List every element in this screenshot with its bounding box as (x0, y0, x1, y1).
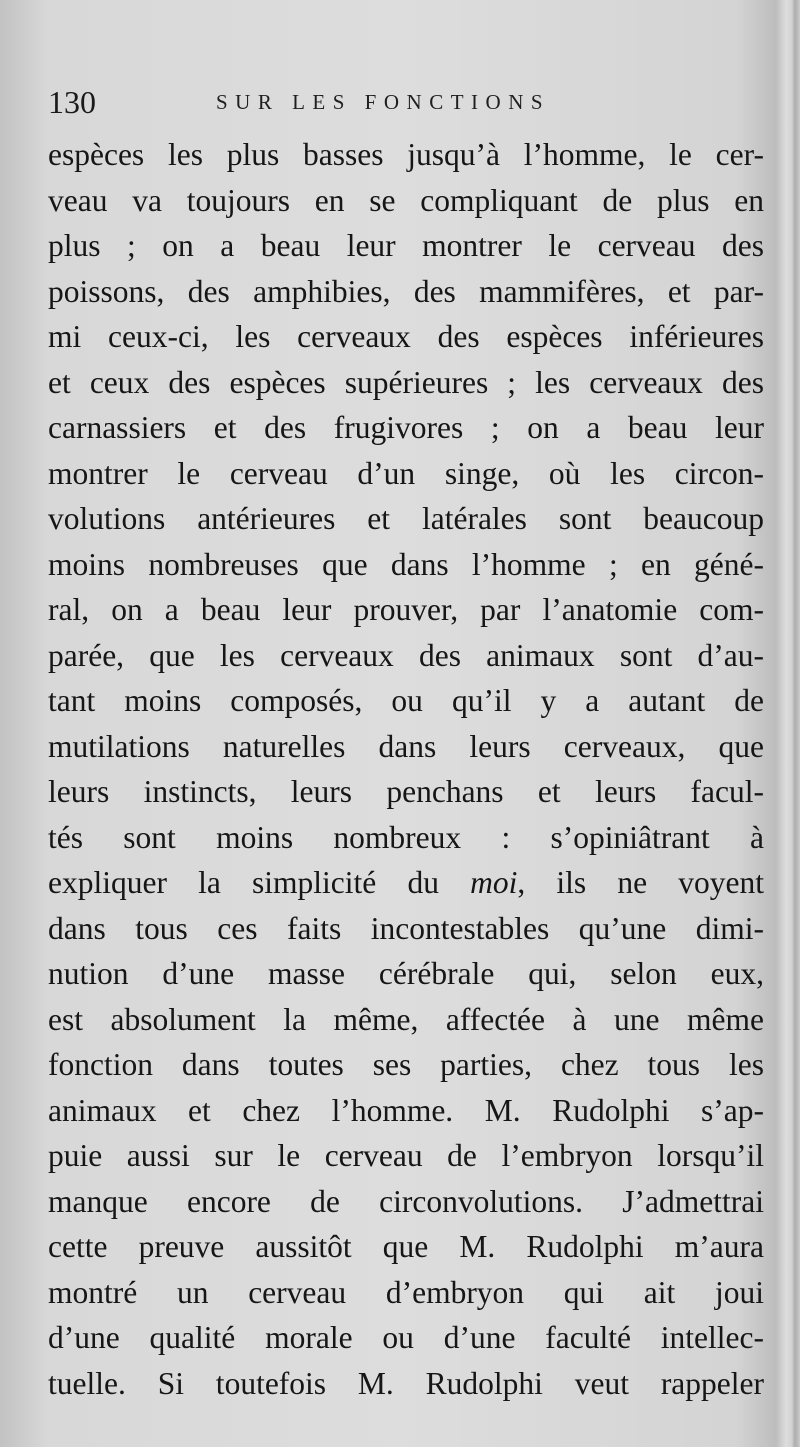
text-line: d’une qualité morale ou d’une faculté intellec- (48, 1320, 764, 1355)
text-line: cette preuve aussitôt que M. Rudolphi m’aura (48, 1229, 764, 1264)
text-segment: , ils ne voyent (517, 865, 764, 900)
text-line: tuelle. Si toutefois M. Rudolphi veut rappeler (48, 1365, 764, 1401)
page-number: 130 (48, 84, 96, 120)
text-line: mutilations naturelles dans leurs cerveaux, que (48, 728, 764, 764)
text-line-with-italic (48, 860, 764, 906)
running-head: SUR LES FONCTIONS (216, 90, 551, 114)
text-line: tés sont moins nombreux : s’opiniâtrant à (48, 819, 764, 855)
text-line: tant moins composés, ou qu’il y a autant de (48, 683, 764, 718)
page-header (48, 82, 760, 122)
text-line: nution d’une masse cérébrale qui, selon eux, (48, 956, 764, 991)
text-line: espèces les plus basses jusqu’à l’homme, le cer- (48, 137, 764, 172)
page-edge-shadow (786, 0, 800, 1447)
text-line: poissons, des amphibies, des mammifères, et par- (48, 273, 764, 309)
text-line: animaux et chez l’homme. M. Rudolphi s’ap- (48, 1092, 764, 1128)
text-line: ral, on a beau leur prouver, par l’anatomie com- (48, 592, 764, 627)
text-line: et ceux des espèces supérieures ; les cerveaux des (48, 364, 764, 400)
text-line: moins nombreuses que dans l’homme ; en géné- (48, 546, 764, 582)
text-line: veau va toujours en se compliquant de plus en (48, 182, 764, 218)
text-segment: expliquer la simplicité du (48, 865, 471, 900)
text-line: montrer le cerveau d’un singe, où les circon- (48, 455, 764, 491)
text-line: leurs instincts, leurs penchans et leurs facul- (48, 774, 764, 809)
text-line: puie aussi sur le cerveau de l’embryon lorsqu’il (48, 1138, 764, 1173)
text-line: mi ceux-ci, les cerveaux des espèces inférieures (48, 319, 764, 354)
text-line: dans tous ces faits incontestables qu’une dimi- (48, 910, 764, 946)
text-line: est absolument la même, affectée à une même (48, 1001, 764, 1037)
italic-word: moi (470, 865, 518, 900)
text-line: montré un cerveau d’embryon qui ait joui (48, 1274, 764, 1310)
text-line: carnassiers et des frugivores ; on a beau leur (48, 410, 764, 445)
text-line: manque encore de circonvolutions. J’admettrai (48, 1183, 764, 1219)
text-line: parée, que les cerveaux des animaux sont d’au- (48, 637, 764, 673)
text-line: volutions antérieures et latérales sont beaucoup (48, 501, 764, 536)
text-line: fonction dans toutes ses parties, chez tous les (48, 1047, 764, 1082)
text-line: plus ; on a beau leur montrer le cerveau des (48, 228, 764, 263)
body-text (48, 132, 764, 1406)
